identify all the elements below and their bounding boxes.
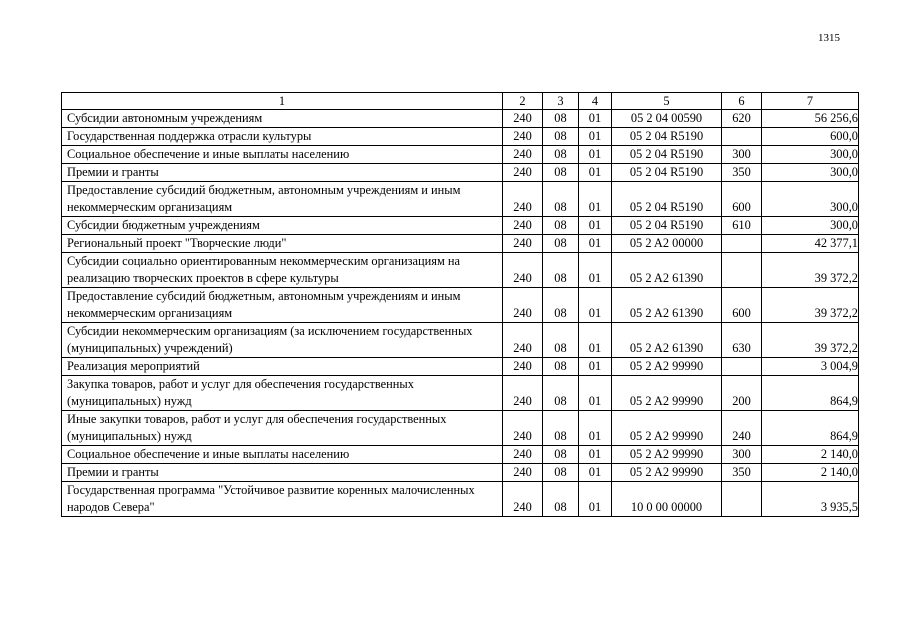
amount-cell: 3 935,5 [762,482,859,517]
header-col-7: 7 [762,93,859,110]
subsection-cell: 01 [579,110,612,128]
subsection-cell: 01 [579,182,612,217]
section-cell: 08 [543,446,579,464]
section-cell: 08 [543,288,579,323]
target-article-cell: 05 2 A2 99990 [612,376,722,411]
ministry-code-cell: 240 [503,235,543,253]
table-row [62,482,859,517]
amount-cell: 300,0 [762,217,859,235]
target-article-cell: 05 2 04 R5190 [612,128,722,146]
section-cell: 08 [543,323,579,358]
target-article-cell: 05 2 04 R5190 [612,146,722,164]
table-body [62,110,859,517]
section-cell: 08 [543,182,579,217]
section-cell: 08 [543,217,579,235]
amount-cell: 864,9 [762,376,859,411]
name-cell: Закупка товаров, работ и услуг для обеспечения государственных (муниципальных) нужд [62,376,503,411]
header-row [62,93,859,110]
budget-table [61,92,859,517]
amount-cell: 300,0 [762,146,859,164]
table-row [62,253,859,288]
subsection-cell: 01 [579,235,612,253]
target-article-cell: 05 2 04 R5190 [612,164,722,182]
section-cell: 08 [543,253,579,288]
expense-type-cell: 300 [722,146,762,164]
expense-type-cell: 600 [722,182,762,217]
name-cell: Субсидии социально ориентированным некоммерческим организациям на реализацию творческих проектов в сфере культуры [62,253,503,288]
name-cell: Субсидии некоммерческим организациям (за исключением государственных (муниципальных) учреждений) [62,323,503,358]
section-cell: 08 [543,358,579,376]
table-row [62,358,859,376]
target-article-cell: 05 2 04 00590 [612,110,722,128]
header-col-5: 5 [612,93,722,110]
subsection-cell: 01 [579,376,612,411]
header-col-3: 3 [543,93,579,110]
subsection-cell: 01 [579,411,612,446]
table-row [62,217,859,235]
subsection-cell: 01 [579,146,612,164]
section-cell: 08 [543,110,579,128]
table-row [62,235,859,253]
expense-type-cell: 300 [722,446,762,464]
target-article-cell: 05 2 A2 99990 [612,358,722,376]
table-row [62,146,859,164]
ministry-code-cell: 240 [503,323,543,358]
section-cell: 08 [543,482,579,517]
subsection-cell: 01 [579,323,612,358]
table-row [62,323,859,358]
table-row [62,288,859,323]
ministry-code-cell: 240 [503,358,543,376]
expense-type-cell: 630 [722,323,762,358]
expense-type-cell [722,358,762,376]
expense-type-cell [722,128,762,146]
target-article-cell: 05 2 04 R5190 [612,217,722,235]
ministry-code-cell: 240 [503,253,543,288]
amount-cell: 300,0 [762,164,859,182]
section-cell: 08 [543,128,579,146]
name-cell: Иные закупки товаров, работ и услуг для обеспечения государственных (муниципальных) нужд [62,411,503,446]
name-cell: Субсидии бюджетным учреждениям [62,217,503,235]
name-cell: Региональный проект "Творческие люди" [62,235,503,253]
expense-type-cell: 620 [722,110,762,128]
ministry-code-cell: 240 [503,446,543,464]
table-row [62,464,859,482]
page-number: 1315 [818,32,840,44]
expense-type-cell: 610 [722,217,762,235]
target-article-cell: 05 2 A2 61390 [612,323,722,358]
name-cell: Субсидии автономным учреждениям [62,110,503,128]
amount-cell: 42 377,1 [762,235,859,253]
subsection-cell: 01 [579,464,612,482]
amount-cell: 864,9 [762,411,859,446]
name-cell: Премии и гранты [62,164,503,182]
expense-type-cell: 350 [722,464,762,482]
name-cell: Предоставление субсидий бюджетным, автономным учреждениям и иным некоммерческим организациям [62,182,503,217]
ministry-code-cell: 240 [503,411,543,446]
amount-cell: 39 372,2 [762,288,859,323]
target-article-cell: 05 2 A2 99990 [612,446,722,464]
table-row [62,128,859,146]
table-row [62,446,859,464]
amount-cell: 300,0 [762,182,859,217]
target-article-cell: 05 2 A2 61390 [612,288,722,323]
target-article-cell: 05 2 A2 00000 [612,235,722,253]
subsection-cell: 01 [579,288,612,323]
header-col-4: 4 [579,93,612,110]
name-cell: Премии и гранты [62,464,503,482]
section-cell: 08 [543,146,579,164]
expense-type-cell [722,253,762,288]
amount-cell: 600,0 [762,128,859,146]
name-cell: Социальное обеспечение и иные выплаты населению [62,446,503,464]
ministry-code-cell: 240 [503,164,543,182]
header-col-2: 2 [503,93,543,110]
subsection-cell: 01 [579,128,612,146]
expense-type-cell [722,235,762,253]
amount-cell: 3 004,9 [762,358,859,376]
section-cell: 08 [543,164,579,182]
header-col-1: 1 [62,93,503,110]
table-row [62,110,859,128]
amount-cell: 2 140,0 [762,464,859,482]
target-article-cell: 05 2 A2 99990 [612,464,722,482]
target-article-cell: 05 2 04 R5190 [612,182,722,217]
table-row [62,182,859,217]
amount-cell: 56 256,6 [762,110,859,128]
expense-type-cell: 240 [722,411,762,446]
name-cell: Предоставление субсидий бюджетным, автономным учреждениям и иным некоммерческим организациям [62,288,503,323]
ministry-code-cell: 240 [503,464,543,482]
subsection-cell: 01 [579,482,612,517]
amount-cell: 39 372,2 [762,323,859,358]
amount-cell: 2 140,0 [762,446,859,464]
subsection-cell: 01 [579,446,612,464]
ministry-code-cell: 240 [503,288,543,323]
name-cell: Государственная поддержка отрасли культуры [62,128,503,146]
name-cell: Государственная программа "Устойчивое развитие коренных малочисленных народов Севера" [62,482,503,517]
expense-type-cell: 200 [722,376,762,411]
target-article-cell: 10 0 00 00000 [612,482,722,517]
section-cell: 08 [543,235,579,253]
target-article-cell: 05 2 A2 61390 [612,253,722,288]
ministry-code-cell: 240 [503,128,543,146]
expense-type-cell [722,482,762,517]
name-cell: Социальное обеспечение и иные выплаты населению [62,146,503,164]
subsection-cell: 01 [579,253,612,288]
table-row [62,411,859,446]
target-article-cell: 05 2 A2 99990 [612,411,722,446]
section-cell: 08 [543,411,579,446]
expense-type-cell: 600 [722,288,762,323]
amount-cell: 39 372,2 [762,253,859,288]
ministry-code-cell: 240 [503,146,543,164]
subsection-cell: 01 [579,164,612,182]
section-cell: 08 [543,376,579,411]
section-cell: 08 [543,464,579,482]
subsection-cell: 01 [579,358,612,376]
ministry-code-cell: 240 [503,482,543,517]
expense-type-cell: 350 [722,164,762,182]
subsection-cell: 01 [579,217,612,235]
name-cell: Реализация мероприятий [62,358,503,376]
ministry-code-cell: 240 [503,376,543,411]
table-row [62,376,859,411]
ministry-code-cell: 240 [503,182,543,217]
ministry-code-cell: 240 [503,217,543,235]
table-row [62,164,859,182]
ministry-code-cell: 240 [503,110,543,128]
header-col-6: 6 [722,93,762,110]
